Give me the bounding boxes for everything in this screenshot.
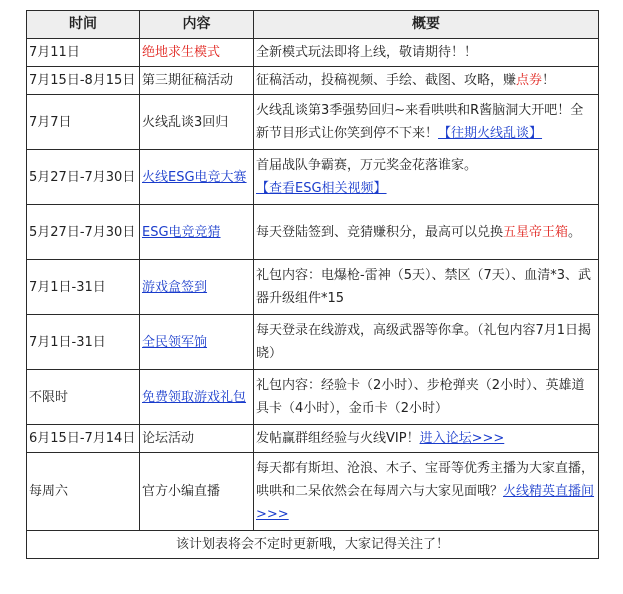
row-time: 7月1日-31日 <box>27 315 140 370</box>
summary-text: 每天登陆签到、竞猜赚积分，最高可以兑换 <box>256 224 504 240</box>
table-row <box>27 453 599 531</box>
summary-highlight: 点券 <box>516 73 543 88</box>
table-row <box>27 260 599 315</box>
past-episodes-link[interactable]: 【往期火线乱谈】 <box>438 126 543 141</box>
table-row <box>27 425 599 453</box>
row-content: 火线乱谈3回归 <box>140 95 254 150</box>
row-summary: 礼包内容：经验卡（2小时）、步枪弹夹（2小时）、英雄道具卡（4小时），金币卡（2小时） <box>254 370 599 425</box>
gamebox-signin-link[interactable]: 游戏盒签到 <box>142 279 208 295</box>
livestream-link[interactable]: 火线精英直播间>>> <box>256 484 595 522</box>
row-time: 每周六 <box>27 453 140 531</box>
row-content <box>140 205 254 260</box>
free-gift-link[interactable]: 免费领取游戏礼包 <box>142 389 247 405</box>
row-summary: 每天登录在线游戏，高级武器等你拿。（礼包内容7月1日揭晓） <box>254 315 599 370</box>
row-summary <box>254 67 599 95</box>
schedule-table <box>26 10 599 559</box>
row-time: 7月15日-8月15日 <box>27 67 140 95</box>
row-content <box>140 260 254 315</box>
row-content <box>140 150 254 205</box>
summary-text: 发帖赢群组经验与火线VIP！ <box>256 431 420 446</box>
footer-note: 该计划表将会不定时更新哦，大家记得关注了！ <box>27 531 599 559</box>
table-row <box>27 150 599 205</box>
esg-videos-link[interactable]: 【查看ESG相关视频】 <box>256 181 387 196</box>
summary-text: 火线乱谈第3季强势回归~来看哄哄和R酱脑洞大开吧！全新节目形式让你笑到停不下来！ <box>256 103 584 141</box>
header-row <box>27 11 599 39</box>
row-time: 5月27日-7月30日 <box>27 205 140 260</box>
row-content <box>140 39 254 67</box>
row-summary <box>254 425 599 453</box>
header-time: 时间 <box>27 11 140 39</box>
row-time: 7月11日 <box>27 39 140 67</box>
row-summary <box>254 205 599 260</box>
table-row <box>27 205 599 260</box>
row-summary: 礼包内容：电爆枪-雷神（5天）、禁区（7天）、血清*3、武器升级组件*15 <box>254 260 599 315</box>
row-summary <box>254 453 599 531</box>
summary-text: 首届战队争霸赛，万元奖金花落谁家。 <box>256 158 478 173</box>
row-summary <box>254 150 599 205</box>
row-content: 论坛活动 <box>140 425 254 453</box>
footer-row <box>27 531 599 559</box>
row-content <box>140 315 254 370</box>
row-content <box>140 370 254 425</box>
summary-highlight: 五星帝王箱 <box>503 224 569 240</box>
row-time: 5月27日-7月30日 <box>27 150 140 205</box>
row-time: 6月15日-7月14日 <box>27 425 140 453</box>
row-content-text: 绝地求生模式 <box>142 45 221 60</box>
summary-text: 征稿活动，投稿视频、手绘、截图、攻略，赚 <box>256 73 517 88</box>
summary-text-end: ！ <box>542 73 556 88</box>
header-summary: 概要 <box>254 11 599 39</box>
esg-tournament-link[interactable]: 火线ESG电竞大赛 <box>142 169 247 185</box>
summary-text: 每天都有斯坦、沧浪、木子、宝哥等优秀主播为大家直播，哄哄和二呆依然会在每周六与大家见面哦？ <box>256 461 595 499</box>
forum-link[interactable]: 进入论坛>>> <box>419 431 505 446</box>
table-row <box>27 315 599 370</box>
table-row <box>27 95 599 150</box>
schedule-table-wrapper <box>26 10 598 559</box>
row-summary: 全新模式玩法即将上线，敬请期待！！ <box>254 39 599 67</box>
table-row <box>27 370 599 425</box>
row-time: 7月1日-31日 <box>27 260 140 315</box>
table-row <box>27 39 599 67</box>
header-content: 内容 <box>140 11 254 39</box>
row-summary <box>254 95 599 150</box>
row-time: 不限时 <box>27 370 140 425</box>
military-pay-link[interactable]: 全民领军饷 <box>142 334 208 350</box>
row-time: 7月7日 <box>27 95 140 150</box>
row-content: 官方小编直播 <box>140 453 254 531</box>
row-content: 第三期征稿活动 <box>140 67 254 95</box>
esg-betting-link[interactable]: ESG电竞竞猜 <box>142 224 221 240</box>
table-row <box>27 67 599 95</box>
summary-text-end: 。 <box>568 224 582 240</box>
